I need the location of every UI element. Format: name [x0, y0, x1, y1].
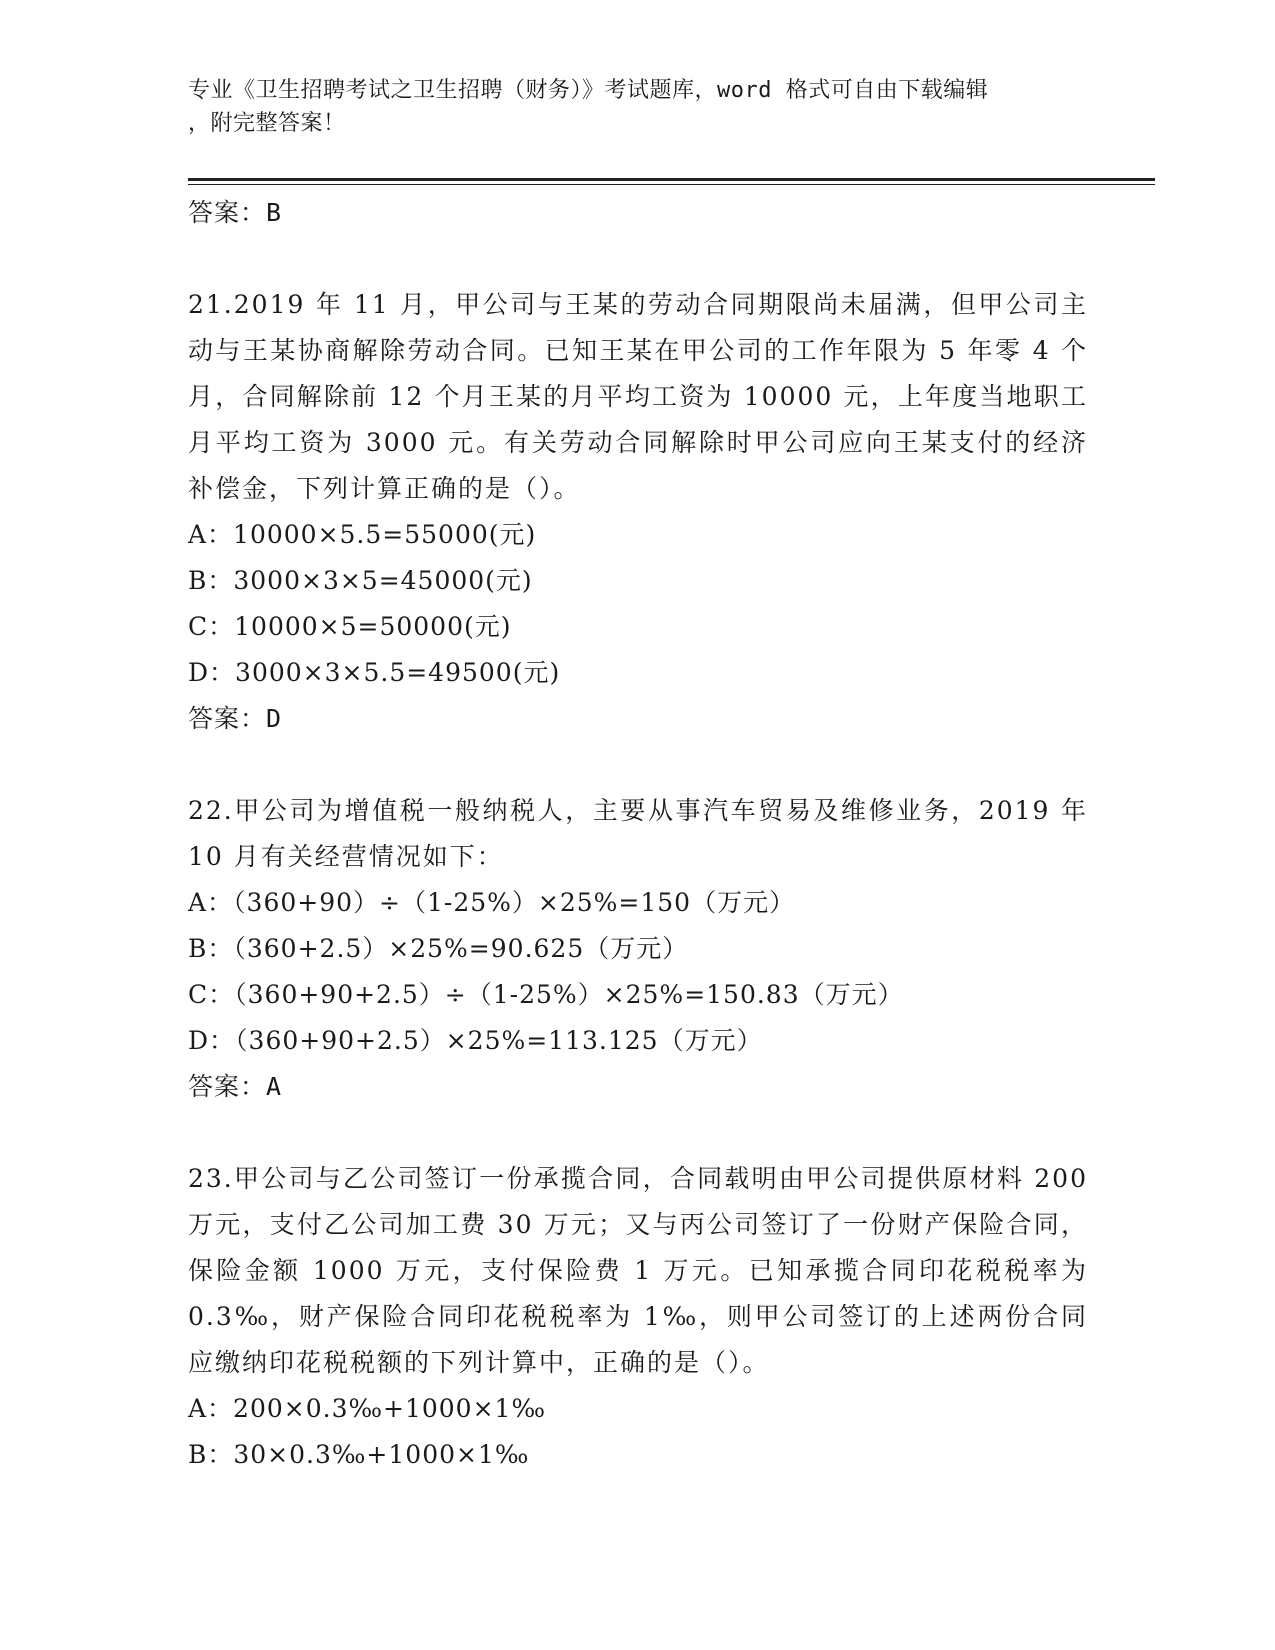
header-line-2: ，附完整答案！	[188, 111, 346, 136]
document-body	[188, 190, 1088, 1478]
question-21-option-b: B：3000×3×5=45000(元)	[188, 566, 533, 595]
question-21-option-d: D：3000×3×5.5=49500(元)	[188, 658, 561, 687]
question-22-text: 22.甲公司为增值税一般纳税人，主要从事汽车贸易及维修业务，2019 年 10 月有关经营情况如下：	[188, 796, 1088, 871]
question-22-option-d: D：（360+90+2.5）×25%=113.125（万元）	[188, 1026, 763, 1055]
question-21-text: 21.2019 年 11 月，甲公司与王某的劳动合同期限尚未届满，但甲公司主动与王某协商解除劳动合同。已知王某在甲公司的工作年限为 5 年零 4 个月，合同解除前 12 个月王某的月平均工资为 10000 元，上年度当地职工月平均工资为 3000 元。有关劳动合同解除时甲公司应向王某支付的经济补偿金，下列计算正确的是（）。	[188, 290, 1088, 503]
question-block-22	[188, 788, 1088, 1110]
question-21-option-c: C：10000×5=50000(元)	[188, 612, 512, 641]
spacer	[188, 236, 1088, 282]
question-21-option-a: A：10000×5.5=55000(元)	[188, 520, 537, 549]
spacer	[188, 742, 1088, 788]
header-divider-thin	[188, 184, 1155, 185]
question-22-option-a: A：（360+90）÷（1-25%）×25%=150（万元）	[188, 888, 796, 917]
question-block-21	[188, 282, 1088, 742]
question-22-option-b: B：（360+2.5）×25%=90.625（万元）	[188, 934, 689, 963]
spacer	[188, 1110, 1088, 1156]
answer-20: 答案：B	[188, 198, 283, 227]
question-23-option-a: A：200×0.3‰+1000×1‰	[188, 1394, 546, 1423]
answer-22: 答案：A	[188, 1072, 283, 1101]
question-23-option-b: B：30×0.3‰+1000×1‰	[188, 1440, 530, 1469]
document-header	[188, 74, 1088, 140]
question-block-23	[188, 1156, 1088, 1478]
header-line-1: 专业《卫生招聘考试之卫生招聘（财务）》考试题库，word 格式可自由下载编辑	[188, 78, 989, 103]
header-divider-thick	[188, 178, 1155, 181]
answer-block-20	[188, 190, 1088, 236]
question-23-text: 23.甲公司与乙公司签订一份承揽合同，合同载明由甲公司提供原材料 200 万元，支付乙公司加工费 30 万元；又与丙公司签订了一份财产保险合同，保险金额 1000 万元，支付保险费 1 万元。已知承揽合同印花税税率为 0.3‰，财产保险合同印花税税率为 1‰，则甲公司签订的上述两份合同应缴纳印花税税额的下列计算中，正确的是（）。	[188, 1164, 1088, 1377]
answer-21: 答案：D	[188, 704, 283, 733]
question-22-option-c: C：（360+90+2.5）÷（1-25%）×25%=150.83（万元）	[188, 980, 904, 1009]
